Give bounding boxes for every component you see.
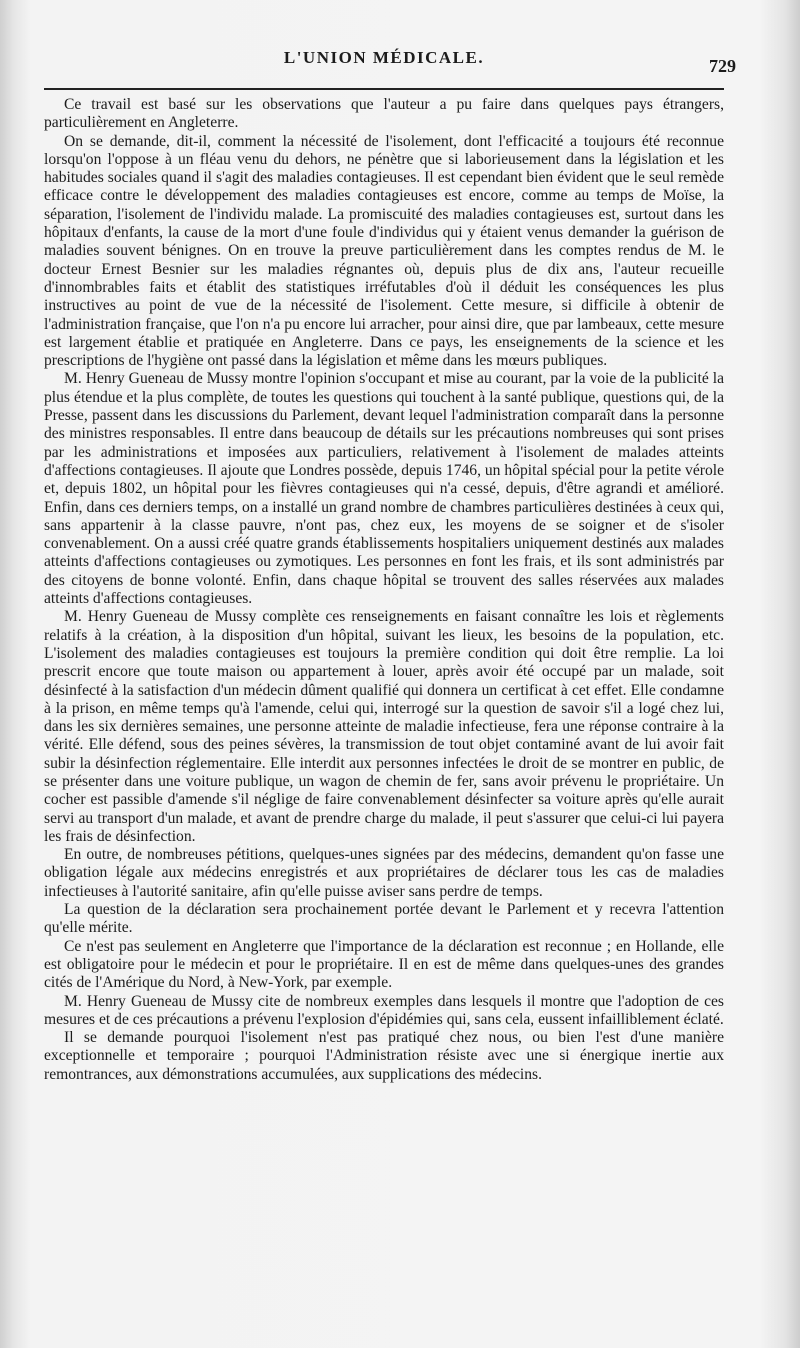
journal-title: L'UNION MÉDICALE. xyxy=(283,48,485,67)
paragraph: La question de la déclaration sera prochainement portée devant le Parlement et y recevra l'attention qu'elle mérite. xyxy=(44,901,724,937)
page-number: 729 xyxy=(709,56,736,76)
paragraph: M. Henry Gueneau de Mussy complète ces renseignements en faisant connaître les lois et règlements relatifs à la création, à la disposition d'un hôpital, suivant les lieux, les besoins de la population, etc. L'isolement des maladies contagieuses est toujours la première condition qui doit être remplie. La loi prescrit encore que toute maison ou appartement à louer, après avoir été occupé par un malade, soit désinfecté à la satisfaction d'un médecin dûment qualifié qui donnera un certificat à cet effet. Elle condamne à la prison, en même temps qu'à l'amende, celui qui, interrogé sur la question de savoir s'il a logé chez lui, dans les six dernières semaines, une personne atteinte de maladie infectieuse, fera une réponse contraire à la vérité. Elle défend, sous des peines sévères, la transmission de tout objet contaminé avant de lui avoir fait subir la désinfection réglementaire. Elle interdit aux personnes infectées le droit de se montrer en public, de se présenter dans une voiture publique, un wagon de chemin de fer, sans avoir prévenu le propriétaire. Un cocher est passible d'amende s'il néglige de faire convenablement désinfecter sa voiture après qu'elle aurait servi au transport d'un malade, et avant de prendre charge du malade, il peut s'assurer que celui-ci lui payera les frais de désinfection. xyxy=(44,608,724,845)
document-page xyxy=(44,46,736,1084)
paragraph: En outre, de nombreuses pétitions, quelques-unes signées par des médecins, demandent qu'on fasse une obligation légale aux médecins enregistrés et aux propriétaires de déclarer tous les cas de maladies infectieuses à l'autorité sanitaire, afin qu'elle puisse aviser sans perdre de temps. xyxy=(44,846,724,900)
paragraph: Ce n'est pas seulement en Angleterre que l'importance de la déclaration est reconnue ; en Hollande, elle est obligatoire pour le médecin et pour le propriétaire. Il en est de même dans quelques-unes des grandes cités de l'Amérique du Nord, à New-York, par exemple. xyxy=(44,937,724,992)
article-body xyxy=(44,96,724,1084)
paragraph: On se demande, dit-il, comment la nécessité de l'isolement, dont l'efficacité a toujours été reconnue lorsqu'on l'oppose à un fléau venu du dehors, ne pénètre que si laborieusement dans la législation et les habitudes sociales quand il s'agit des maladies contagieuses. Il est cependant bien évident que le seul remède efficace contre le développement des maladies contagieuses est encore, comme au temps de Moïse, la séparation, l'isolement de l'individu malade. La promiscuité des maladies contagieuses est, surtout dans les hôpitaux d'enfants, la cause de la mort d'une foule d'individus qui y étaient venus demander la guérison de maladies souvent bénignes. On en trouve la preuve particulièrement dans les comptes rendus de M. le docteur Ernest Besnier sur les maladies régnantes où, depuis plus de dix ans, l'auteur recueille d'innombrables faits et établit des statistiques irréfutables d'où il déduit les conséquences les plus instructives au point de vue de la nécessité de l'isolement. Cette mesure, si difficile à obtenir de l'administration française, que l'on n'a pu encore lui arracher, pour ainsi dire, que par lambeaux, cette mesure est largement établie et pratiquée en Angleterre. Dans ce pays, les enseignements de la science et les prescriptions de l'hygiène ont passé dans la législation et même dans les mœurs publiques. xyxy=(44,132,724,370)
header-rule xyxy=(44,88,724,90)
running-head xyxy=(44,46,736,78)
paragraph: M. Henry Gueneau de Mussy montre l'opinion s'occupant et mise au courant, par la voie de la publicité la plus étendue et la plus complète, de toutes les questions qui touchent à la santé publique, questions qui, de la Presse, passent dans les discussions du Parlement, devant lequel l'administration comparaît dans la personne des ministres responsables. Il entre dans beaucoup de détails sur les précautions nombreuses qui sont prises par les administrations et imposées aux particuliers, relativement à l'isolement de malades atteints d'affections contagieuses. Il ajoute que Londres possède, depuis 1746, un hôpital spécial pour la petite vérole et, depuis 1802, un hôpital pour les fièvres contagieuses qui n'a cessé, depuis, d'être agrandi et amélioré. Enfin, dans ces derniers temps, on a installé un grand nombre de chambres particulières destinées à ceux qui, sans appartenir à la classe pauvre, n'ont pas, chez eux, les moyens de se soigner et de s'isoler convenablement. On a aussi créé quatre grands établissements hospitaliers uniquement destinés aux malades atteints d'affections contagieuses ou zymotiques. Les personnes en font les frais, et ils sont administrés par des citoyens de bonne volonté. Enfin, dans chaque hôpital se trouvent des salles réservées aux malades atteints d'affections contagieuses. xyxy=(44,370,724,608)
paragraph: Il se demande pourquoi l'isolement n'est pas pratiqué chez nous, ou bien l'est d'une manière exceptionnelle et temporaire ; pourquoi l'Administration résiste avec une si énergique inertie aux remontrances, aux démonstrations accumulées, aux supplications des médecins. xyxy=(44,1029,724,1083)
paragraph: Ce travail est basé sur les observations que l'auteur a pu faire dans quelques pays étrangers, particulièrement en Angleterre. xyxy=(44,96,724,132)
paragraph: M. Henry Gueneau de Mussy cite de nombreux exemples dans lesquels il montre que l'adoption de ces mesures et de ces précautions a prévenu l'explosion d'épidémies qui, sans cela, eussent infailliblement éclaté. xyxy=(44,992,724,1028)
